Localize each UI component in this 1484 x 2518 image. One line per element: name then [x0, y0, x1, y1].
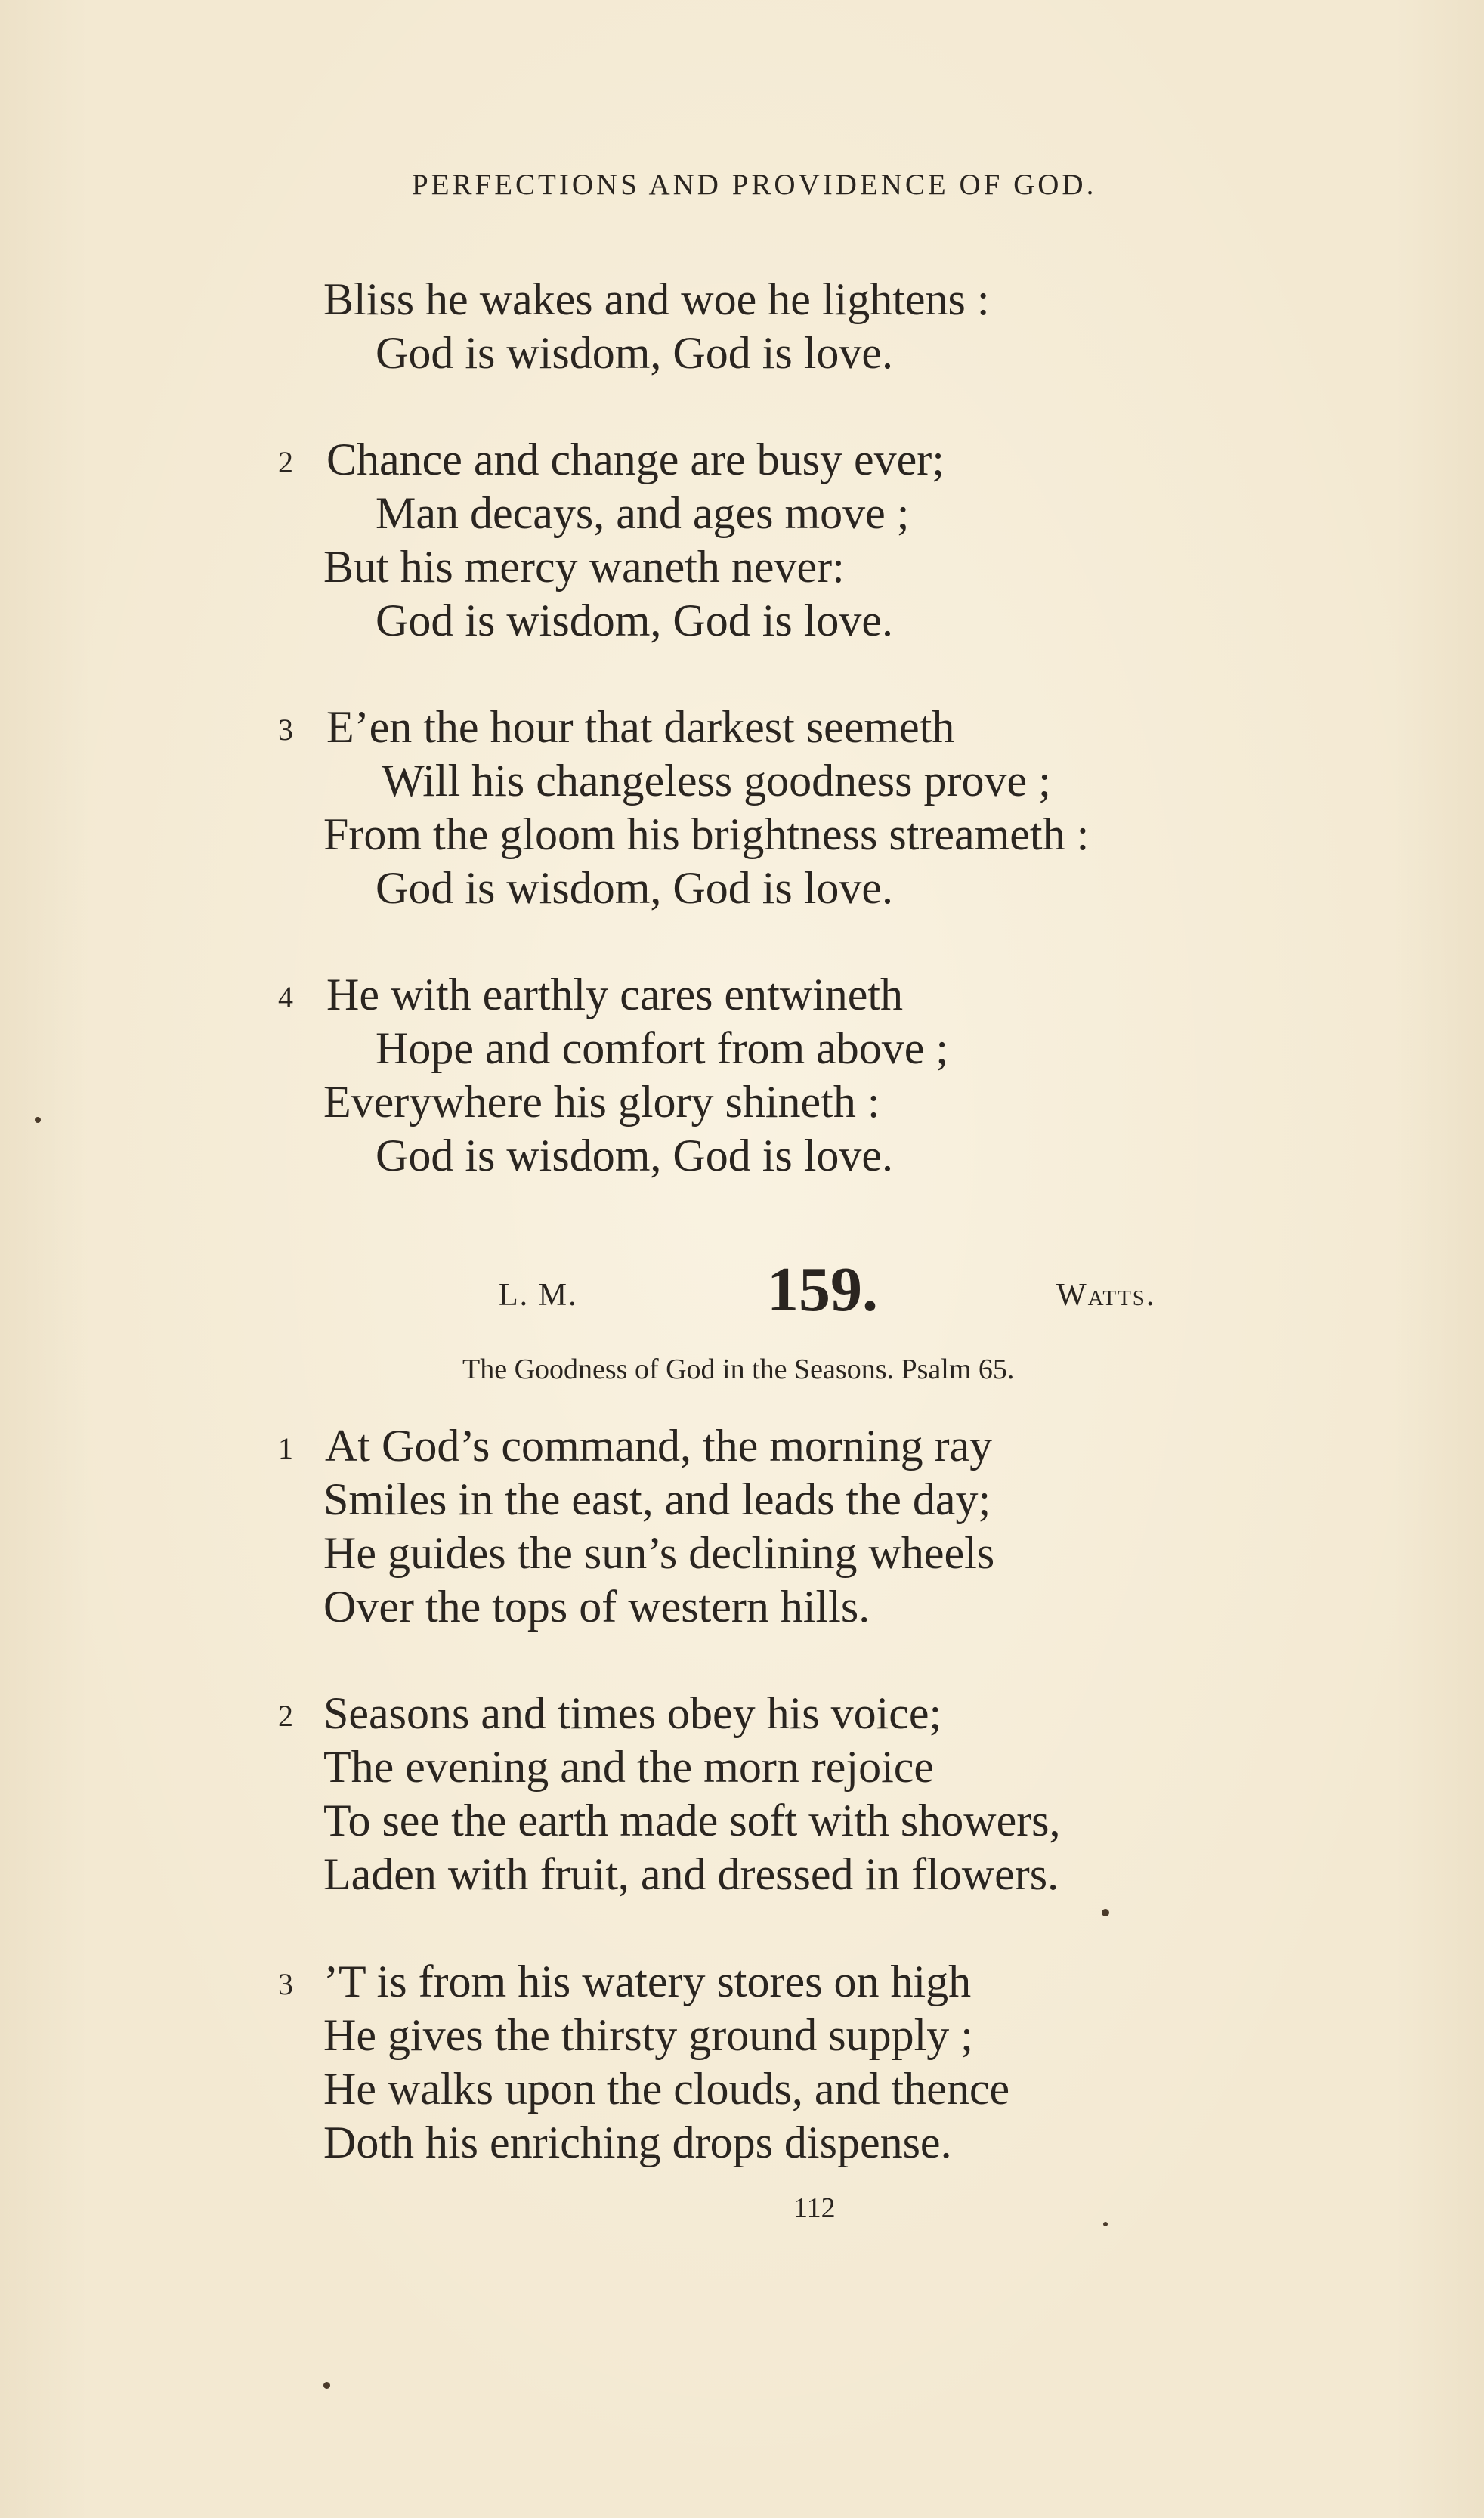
verse-line: Chance and change are busy ever; [326, 435, 945, 484]
verse-line: At God’s command, the morning ray [325, 1421, 993, 1471]
verse-line: He walks upon the clouds, and thence [323, 2064, 1010, 2114]
verse-line: Bliss he wakes and woe he lightens : [323, 274, 990, 324]
verse-line: Everywhere his glory shineth : [323, 1077, 880, 1127]
verse-line: Doth his enriching drops dispense. [323, 2117, 952, 2167]
verse-line: God is wisdom, God is love. [376, 863, 894, 913]
verse-line: Hope and comfort from above ; [376, 1023, 949, 1073]
verse-line: God is wisdom, God is love. [376, 328, 894, 378]
print-speck [1103, 2222, 1108, 2226]
verse-line: Seasons and times obey his voice; [323, 1688, 942, 1738]
page-number: 112 [793, 2192, 836, 2224]
hymn-meter: L. M. [499, 1278, 578, 1313]
verse-line: From the gloom his brightness streameth : [323, 809, 1090, 859]
verse-line: Laden with fruit, and dressed in flowers. [323, 1849, 1059, 1899]
hymn-title: The Goodness of God in the Seasons. Psalm 65. [462, 1353, 1015, 1385]
verse-line: The evening and the morn rejoice [323, 1742, 935, 1792]
stanza-number: 1 [278, 1431, 293, 1465]
print-speck [1102, 1909, 1109, 1916]
verse-line: He guides the sun’s declining wheels [323, 1528, 995, 1578]
stanza-number: 2 [278, 1699, 293, 1733]
verse-line: God is wisdom, God is love. [376, 1131, 894, 1180]
verse-line: Over the tops of western hills. [323, 1582, 870, 1632]
hymn-author: Watts. [1056, 1278, 1156, 1313]
hymn-number: 159. [767, 1254, 878, 1325]
verse-line: But his mercy waneth never: [323, 542, 845, 592]
print-speck [323, 2382, 330, 2389]
stanza-number: 2 [278, 445, 293, 479]
running-head: PERFECTIONS AND PROVIDENCE OF GOD. [412, 169, 1097, 201]
verse-line: God is wisdom, God is love. [376, 595, 894, 645]
verse-line: ’T is from his watery stores on high [323, 1957, 972, 2006]
verse-line: He with earthly cares entwineth [326, 970, 904, 1019]
stanza-number: 3 [278, 1967, 293, 2001]
verse-line: E’en the hour that darkest seemeth [326, 702, 955, 752]
verse-line: He gives the thirsty ground supply ; [323, 2010, 973, 2060]
verse-line: Man decays, and ages move ; [376, 488, 910, 538]
stanza-number: 4 [278, 980, 293, 1014]
stanza-number: 3 [278, 713, 293, 747]
print-speck [35, 1117, 41, 1123]
verse-line: Smiles in the east, and leads the day; [323, 1474, 991, 1524]
verse-line: To see the earth made soft with showers, [323, 1796, 1061, 1845]
verse-line: Will his changeless goodness prove ; [382, 756, 1051, 806]
